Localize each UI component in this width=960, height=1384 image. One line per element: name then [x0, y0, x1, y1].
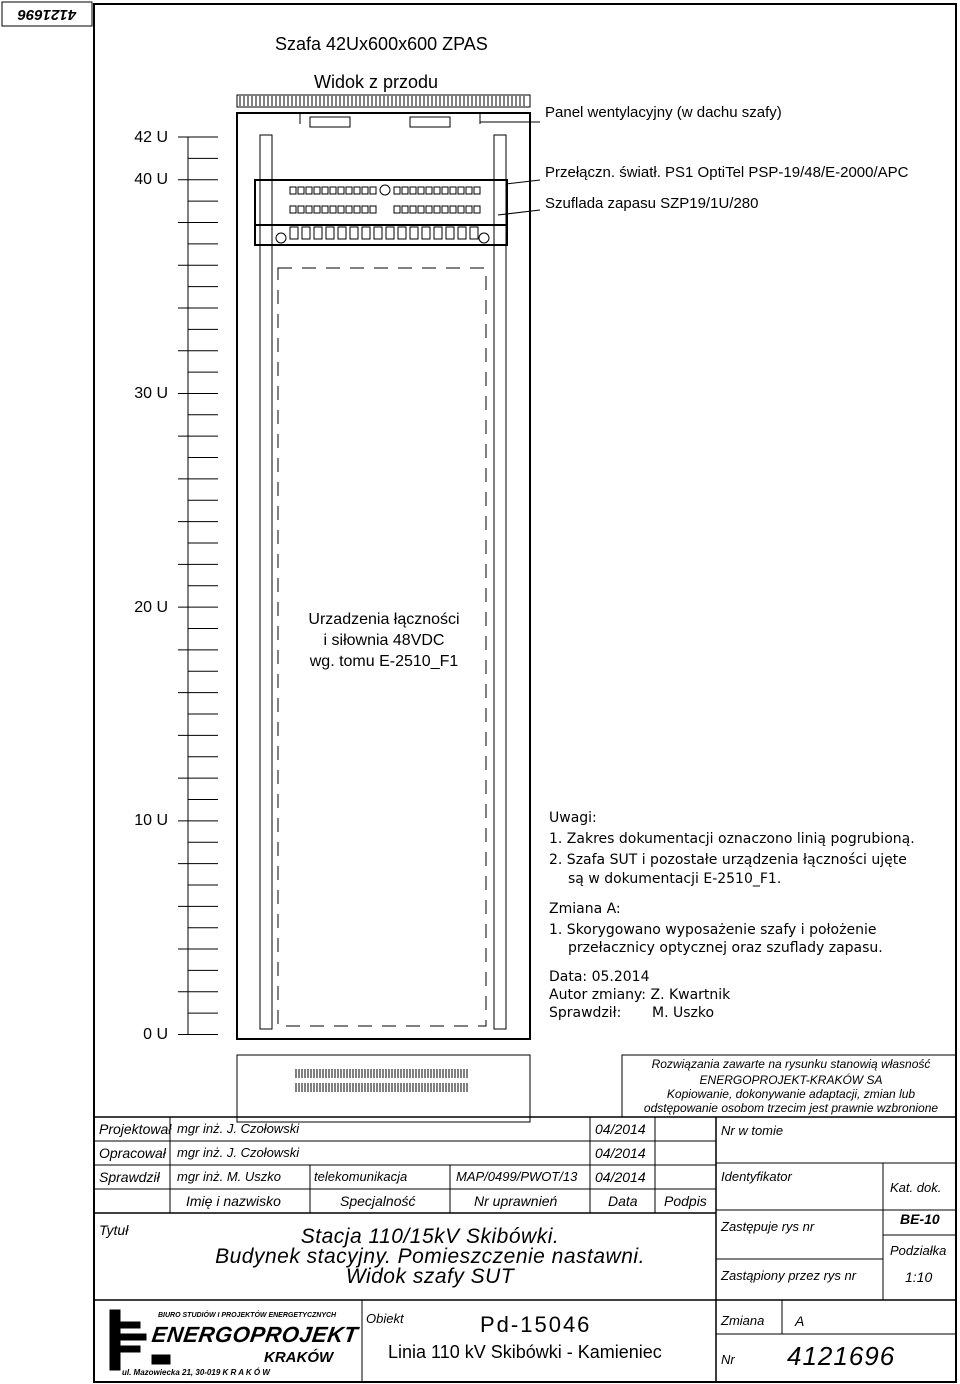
drawer-slot	[446, 227, 454, 239]
company-name: ENERGOPROJEKT	[150, 1322, 360, 1347]
fiber-port	[354, 187, 360, 194]
change-author: Autor zmiany: Z. Kwartnik	[549, 987, 731, 1003]
date-prepared: 04/2014	[595, 1145, 646, 1161]
ownership-line-4: odstępowanie osobom trzecim jest prawnie wzbronione	[643, 1101, 939, 1115]
callout-drawer: Szuflada zapasu SZP19/1U/280	[545, 195, 759, 212]
company-logo	[100, 1304, 362, 1382]
callout-switch: Przełączn. światł. PS1 OptiTel PSP-19/48/E-2000/APC	[545, 164, 909, 181]
leader-switch	[506, 180, 540, 184]
fiber-port	[362, 206, 368, 213]
view-title: Widok z przodu	[314, 72, 439, 92]
company-line-1: BIURO STUDIÓW I PROJEKTÓW ENERGETYCZNYCH	[158, 1312, 337, 1319]
date-checked: 04/2014	[595, 1169, 646, 1185]
fiber-port	[426, 206, 432, 213]
checked-by-name: M. Uszko	[652, 1005, 715, 1021]
drawing-title: Szafa 42Ux600x600 ZPAS	[275, 34, 488, 54]
header-sign: Podpis	[664, 1193, 707, 1209]
nr-w-tomie-label: Nr w tomie	[721, 1123, 784, 1138]
header-date: Data	[608, 1193, 638, 1209]
notes-title: Uwagi:	[549, 810, 597, 826]
fiber-port	[346, 187, 352, 194]
drawer-slot	[338, 227, 346, 239]
header-spec: Specjalność	[340, 1193, 416, 1209]
kat-dok-label: Kat. dok.	[890, 1180, 942, 1195]
fiber-port	[322, 206, 328, 213]
fiber-port	[434, 187, 440, 194]
fiber-port	[298, 187, 304, 194]
drawer-slot	[470, 227, 478, 239]
fiber-port	[418, 206, 424, 213]
fiber-port	[298, 206, 304, 213]
obiekt-name: Linia 110 kV Skibówki - Kamieniec	[388, 1342, 662, 1362]
podzialka-label: Podziałka	[890, 1243, 947, 1258]
fiber-port	[458, 206, 464, 213]
nr-label: Nr	[721, 1352, 735, 1367]
change-1b: przełacznicy optycznej oraz szuflady zapasu.	[568, 940, 883, 956]
fiber-port	[314, 187, 320, 194]
role-prepared: Opracował	[99, 1145, 166, 1161]
right-rail	[494, 135, 506, 1029]
u-label-20: 20 U	[134, 599, 168, 616]
drawer-slot	[326, 227, 334, 239]
fiber-port	[346, 206, 352, 213]
left-rail	[260, 135, 272, 1029]
role-checked: Sprawdził	[99, 1169, 160, 1185]
u-label-0: 0 U	[143, 1026, 168, 1043]
drawer-slot	[374, 227, 382, 239]
drawer-slot	[398, 227, 406, 239]
tytul-line-2: Budynek stacyjny. Pomieszczenie nastawni.	[215, 1245, 645, 1268]
stamp-number: 4121696	[17, 6, 77, 23]
role-designed: Projektował	[99, 1121, 172, 1137]
fiber-port	[466, 187, 472, 194]
company-city: KRAKÓW	[264, 1349, 334, 1366]
identyfikator-label: Identyfikator	[721, 1169, 792, 1184]
fiber-port	[410, 187, 416, 194]
drawer-slot	[290, 227, 298, 239]
change-date: Data: 05.2014	[549, 969, 650, 985]
drawer-knob	[479, 233, 489, 243]
tytul-line-1: Stacja 110/15kV Skibówki.	[300, 1225, 560, 1248]
tytul-line-3: Widok szafy SUT	[345, 1265, 515, 1288]
drawer-slot	[434, 227, 442, 239]
callout-vent-panel: Panel wentylacyjny (w dachu szafy)	[545, 104, 782, 121]
tytul-label: Tytuł	[99, 1222, 129, 1238]
drawer-slot	[314, 227, 322, 239]
u-label-40: 40 U	[134, 171, 168, 188]
drawer-knob	[276, 233, 286, 243]
obiekt-label: Obiekt	[366, 1311, 404, 1326]
license-checked: MAP/0499/PWOT/13	[456, 1169, 578, 1184]
leader-drawer	[498, 210, 540, 215]
zastapiony-label: Zastąpiony przez rys nr	[721, 1268, 857, 1283]
fiber-port	[314, 206, 320, 213]
company-address: ul. Mazowiecka 21, 30-019 K R A K Ó W	[122, 1368, 270, 1377]
fiber-port	[370, 206, 376, 213]
spec-checked: telekomunikacja	[314, 1169, 408, 1184]
equipment-label-1: Urzadzenia łączności	[308, 611, 460, 628]
obiekt-code: Pd-15046	[480, 1312, 592, 1337]
spare-drawer	[255, 225, 507, 245]
fiber-port	[442, 206, 448, 213]
fiber-port	[426, 187, 432, 194]
nr-value: 4121696	[787, 1341, 896, 1371]
drawer-slot	[302, 227, 310, 239]
fiber-port	[306, 206, 312, 213]
date-designed: 04/2014	[595, 1121, 646, 1137]
fiber-port	[330, 206, 336, 213]
fiber-port	[394, 187, 400, 194]
name-checked: mgr inż. M. Uszko	[177, 1169, 282, 1184]
equipment-label-3: wg. tomu E-2510_F1	[309, 653, 459, 670]
fiber-port	[338, 187, 344, 194]
note-2: 2. Szafa SUT i pozostałe urządzenia łączności ujęte	[549, 852, 907, 868]
fiber-port	[338, 206, 344, 213]
fan-cutout	[410, 117, 450, 127]
kat-dok-value: BE-10	[900, 1211, 940, 1227]
fiber-port	[474, 206, 480, 213]
fiber-port	[306, 187, 312, 194]
header-name: Imię i nazwisko	[186, 1193, 281, 1209]
u-label-42: 42 U	[134, 129, 168, 146]
fiber-port	[370, 187, 376, 194]
name-designed: mgr inż. J. Czołowski	[177, 1121, 300, 1136]
fiber-port	[290, 206, 296, 213]
fiber-port	[362, 187, 368, 194]
drawer-slot	[350, 227, 358, 239]
note-2b: są w dokumentacji E-2510_F1.	[568, 871, 782, 887]
fiber-port	[322, 187, 328, 194]
checked-by-label: Sprawdził:	[549, 1005, 622, 1021]
fiber-port	[450, 187, 456, 194]
drawer-slot	[422, 227, 430, 239]
zmiana-value: A	[795, 1313, 805, 1329]
name-prepared: mgr inż. J. Czołowski	[177, 1145, 300, 1160]
drawer-slot	[410, 227, 418, 239]
change-1: 1. Skorygowano wyposażenie szafy i położenie	[549, 922, 877, 938]
podzialka-value: 1:10	[905, 1269, 933, 1285]
u-label-10: 10 U	[134, 812, 168, 829]
change-title: Zmiana A:	[549, 901, 621, 917]
fiber-port	[410, 206, 416, 213]
fiber-port	[330, 187, 336, 194]
zastepuje-label: Zastępuje rys nr	[721, 1219, 815, 1234]
fiber-port	[394, 206, 400, 213]
ownership-line-2: ENERGOPROJEKT-KRAKÓW SA	[699, 1073, 883, 1087]
drawer-slot	[458, 227, 466, 239]
equipment-label-2: i siłownia 48VDC	[323, 632, 445, 649]
ownership-line-3: Kopiowanie, dokonywanie adaptacji, zmian lub	[666, 1087, 916, 1101]
fiber-port	[418, 187, 424, 194]
fiber-port	[442, 187, 448, 194]
fiber-port	[466, 206, 472, 213]
fiber-port	[402, 187, 408, 194]
drawer-slot	[386, 227, 394, 239]
fiber-port	[474, 187, 480, 194]
fiber-port	[434, 206, 440, 213]
fiber-port	[354, 206, 360, 213]
fiber-port	[450, 206, 456, 213]
fiber-port	[458, 187, 464, 194]
port-ground-icon	[380, 185, 390, 195]
note-1: 1. Zakres dokumentacji oznaczono linią pogrubioną.	[549, 831, 915, 847]
fiber-port	[290, 187, 296, 194]
fiber-port	[402, 206, 408, 213]
zmiana-label: Zmiana	[721, 1313, 765, 1328]
header-license: Nr uprawnień	[474, 1193, 558, 1209]
fan-cutout	[310, 117, 350, 127]
u-label-30: 30 U	[134, 385, 168, 402]
drawer-slot	[362, 227, 370, 239]
ownership-line-1: Rozwiązania zawarte na rysunku stanowią własność	[651, 1057, 931, 1071]
